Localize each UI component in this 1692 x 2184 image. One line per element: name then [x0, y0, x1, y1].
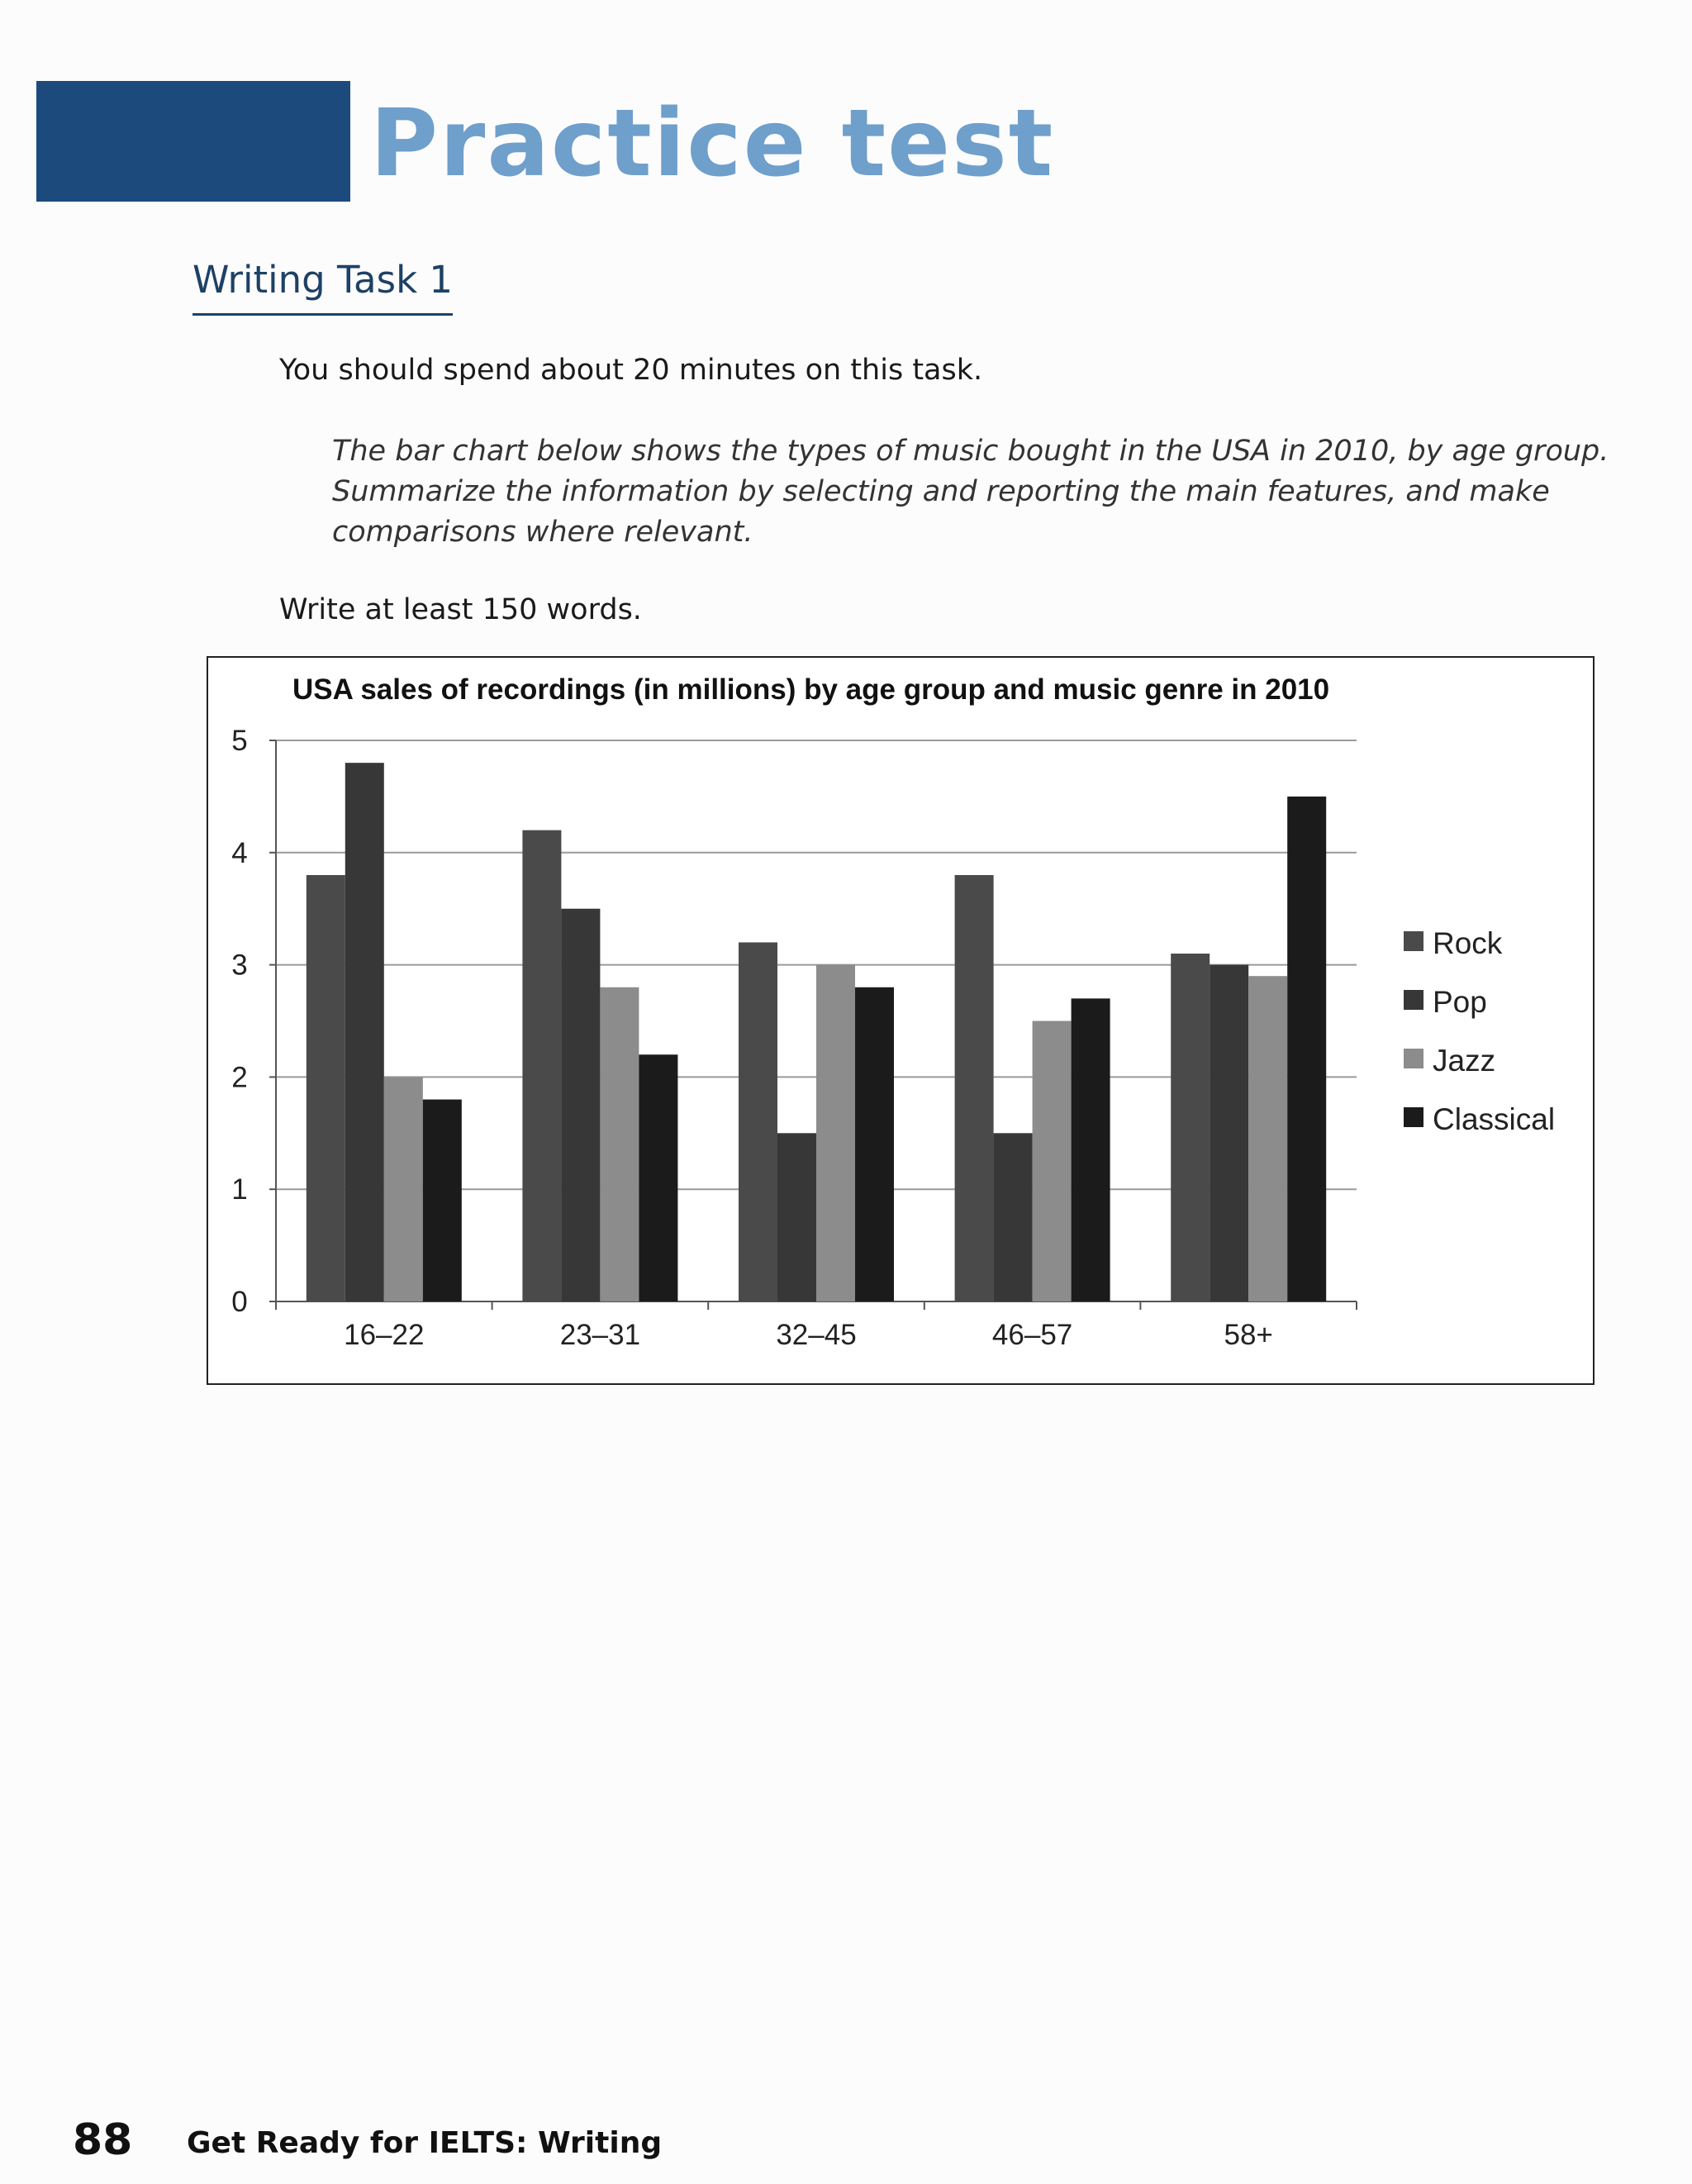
bar-chart-canvas	[208, 658, 1593, 1383]
bar-pop-0	[345, 763, 384, 1301]
bar-classical-3	[1072, 998, 1110, 1301]
bar-classical-0	[423, 1100, 462, 1301]
y-tick-label: 2	[231, 1061, 248, 1094]
prompt-line: Summarize the information by selecting and reporting the main features, and make	[332, 475, 1550, 508]
page-number: 88	[73, 2115, 133, 2165]
page-title: Practice test	[370, 90, 1055, 197]
bar-rock-4	[1171, 954, 1210, 1301]
bar-jazz-0	[384, 1077, 423, 1301]
bar-jazz-1	[600, 987, 639, 1301]
bar-pop-1	[561, 909, 600, 1301]
x-category-label: 23–31	[559, 1319, 641, 1351]
bar-pop-4	[1210, 965, 1248, 1301]
bar-rock-3	[955, 875, 994, 1301]
bar-jazz-4	[1248, 976, 1287, 1301]
x-category-label: 58+	[1224, 1319, 1273, 1351]
bar-classical-4	[1287, 797, 1326, 1301]
prompt-line: The bar chart below shows the types of music bought in the USA in 2010, by age group.	[332, 435, 1609, 468]
y-tick-label: 0	[231, 1286, 248, 1318]
bar-pop-2	[777, 1133, 816, 1301]
legend-label: Classical	[1433, 1102, 1556, 1136]
section-title: Writing Task 1	[192, 258, 453, 316]
bar-classical-1	[639, 1054, 677, 1301]
task-prompt	[332, 431, 1609, 553]
x-category-label: 46–57	[991, 1319, 1073, 1351]
bar-jazz-2	[816, 965, 855, 1301]
y-tick-label: 3	[231, 949, 248, 982]
header-color-bar	[36, 81, 350, 202]
legend-label: Rock	[1433, 926, 1503, 960]
y-tick-label: 5	[231, 725, 248, 757]
bar-chart	[207, 656, 1595, 1385]
bar-rock-1	[522, 830, 561, 1301]
bar-pop-3	[994, 1133, 1033, 1301]
legend-label: Jazz	[1433, 1044, 1496, 1078]
legend-label: Pop	[1433, 985, 1487, 1019]
chart-title: USA sales of recordings (in millions) by age group and music genre in 2010	[292, 673, 1330, 706]
x-category-label: 16–22	[344, 1319, 425, 1351]
legend-swatch	[1404, 990, 1423, 1010]
bar-classical-2	[855, 987, 894, 1301]
y-tick-label: 1	[231, 1173, 248, 1206]
bar-rock-0	[307, 875, 345, 1301]
x-category-label: 32–45	[776, 1319, 857, 1351]
legend-swatch	[1404, 1049, 1423, 1068]
time-instruction: You should spend about 20 minutes on this task.	[279, 354, 983, 387]
bar-rock-2	[739, 942, 777, 1301]
book-title: Get Ready for IELTS: Writing	[187, 2126, 663, 2160]
y-tick-label: 4	[231, 836, 248, 869]
legend-swatch	[1404, 1107, 1423, 1127]
word-count-instruction: Write at least 150 words.	[279, 593, 642, 626]
legend-swatch	[1404, 931, 1423, 951]
bar-jazz-3	[1033, 1021, 1072, 1302]
prompt-line: comparisons where relevant.	[332, 516, 753, 549]
